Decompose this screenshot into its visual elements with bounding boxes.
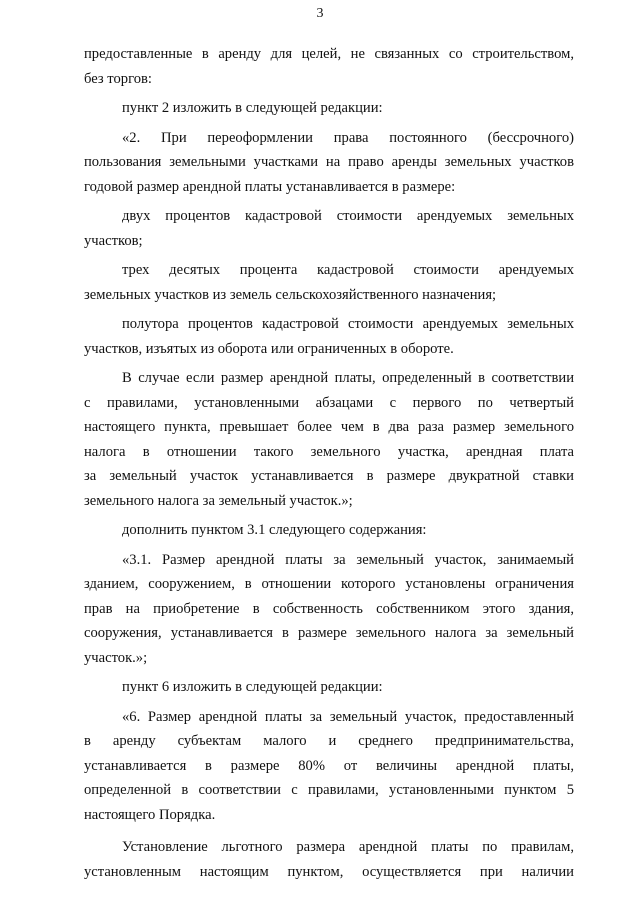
text-line: устанавливается в размере 80% от величины арендной платы, — [84, 757, 574, 774]
paragraph-three-tenths — [84, 258, 574, 307]
text-line: настоящего Порядка. — [84, 806, 216, 823]
paragraph-one-and-half — [84, 312, 574, 361]
text-line: с правилами, установленными абзацами с первого по четвертый — [84, 394, 574, 411]
text-line: В случае если размер арендной платы, определенный в соответствии — [122, 370, 574, 386]
text-line: пункт 6 изложить в следующей редакции: — [122, 679, 383, 695]
paragraph-item-6-intro — [84, 675, 574, 700]
text-line: дополнить пунктом 3.1 следующего содержания: — [122, 522, 427, 538]
text-line: участков; — [84, 232, 143, 249]
text-line: «3.1. Размер арендной платы за земельный участок, занимаемый — [122, 551, 574, 568]
text-line: земельного налога за земельный участок.»; — [84, 492, 353, 509]
text-line: налога в отношении такого земельного участка, арендная плата — [84, 443, 574, 460]
paragraph-add-3-1-intro — [84, 518, 574, 543]
text-line: прав на приобретение в собственность собственником этого здания, — [84, 600, 574, 617]
text-line: зданием, сооружением, в отношении которого установлены ограничения — [84, 576, 574, 592]
text-line: земельных участков из земель сельскохозяйственного назначения; — [84, 286, 497, 303]
text-line: «2. При переоформлении права постоянного (бессрочного) — [122, 129, 574, 146]
text-line: за земельный участок устанавливается в размере двукратной ставки — [84, 468, 574, 484]
text-line: годовой размер арендной платы устанавливается в размере: — [84, 178, 456, 195]
paragraph-item-3-1-text — [84, 548, 574, 671]
document-body — [84, 42, 574, 884]
paragraph-exceeds-tax — [84, 366, 574, 513]
text-line: участок.»; — [84, 649, 148, 666]
text-line: двух процентов кадастровой стоимости арендуемых земельных — [122, 208, 574, 224]
text-line: полутора процентов кадастровой стоимости арендуемых земельных — [122, 316, 574, 332]
text-line: трех десятых процента кадастровой стоимости арендуемых — [122, 262, 574, 278]
text-line: «6. Размер арендной платы за земельный участок, предоставленный — [122, 708, 574, 725]
paragraph-two-percent — [84, 204, 574, 253]
paragraph-continuation — [84, 42, 574, 91]
text-line: установленным настоящим пунктом, осуществляется при наличии — [84, 863, 574, 880]
text-line: предоставленные в аренду для целей, не связанных со строительством, — [84, 46, 574, 62]
text-line: в аренду субъектам малого и среднего предпринимательства, — [84, 733, 574, 749]
text-line: участков, изъятых из оборота или ограниченных в обороте. — [84, 340, 454, 357]
paragraph-item-2-text — [84, 126, 574, 200]
text-line: определенной в соответствии с правилами, установленными пунктом 5 — [84, 782, 574, 798]
page-number: 3 — [316, 6, 324, 21]
paragraph-preferential-rate — [84, 835, 574, 884]
text-line: сооружения, устанавливается в размере земельного налога за земельный — [84, 625, 574, 641]
paragraph-item-2-intro — [84, 96, 574, 121]
paragraph-item-6-text — [84, 705, 574, 828]
text-line: Установление льготного размера арендной платы по правилам, — [122, 839, 574, 855]
text-line: без торгов: — [84, 70, 152, 87]
text-line: настоящего пункта, превышает более чем в два раза размер земельного — [84, 419, 574, 435]
text-line: пункт 2 изложить в следующей редакции: — [122, 100, 383, 116]
text-line: пользования земельными участками на право аренды земельных участков — [84, 154, 574, 170]
